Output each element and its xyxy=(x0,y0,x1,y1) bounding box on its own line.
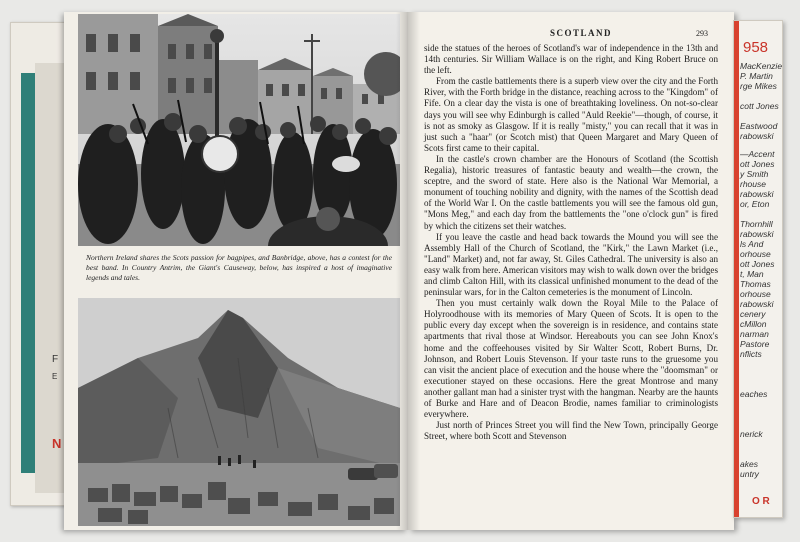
flap-item: Eastwood xyxy=(740,121,778,131)
body-text xyxy=(424,43,718,442)
photo-caption: Northern Ireland shares the Scots passion for bagpipes, and Banbridge, above, has a contest for the best band. In Country Antrim, the Giant's Causeway, below, has inspired a host of imaginative legends and tales. xyxy=(86,253,392,282)
paragraph: Then you must certainly walk down the Royal Mile to the Palace of Holyroodhouse with its memories of Mary Queen of Scots. It is open to the public every day except when the sovereign is in residence, and contains state apartments that rival those at Windsor. Hereabouts you can see John Knox's home and the coffeehouses visited by Sir Walter Scott, Robert Burns, Dr. Johnson, and Robert Louis Stevenson. If your taste runs to the gruesome you can visit the ancient place of execution and the house where the "doomsman" or executioner stayed on these occasions. Here the great Montrose and many another gallant man had a sinister tryst with the hangman. Nearby are the haunts of Burke and Hare and of Deacon Brodie, names familiar to criminologists everywhere. xyxy=(424,298,718,420)
flap-item: orhouse xyxy=(740,249,771,259)
flap-item: nflicts xyxy=(740,349,762,359)
flap-item: y Smith xyxy=(740,169,769,179)
flap-item: Thomas xyxy=(740,279,771,289)
flap-item: MacKenzie xyxy=(740,61,783,71)
paragraph: If you leave the castle and head back towards the Mound you will see the Assembly Hall of the Church of Scotland, the "Kirk," the Lawn Market (i.e., "Land" Market) and, not far away, St. Giles Cathedral. The university is also an easy walk from here. American visitors may wish to walk down over the bridges and climb Calton Hill, with its classical unfinished monument to the dead of the peninsular wars, for in the Calton cemeteries is the monument of Lincoln. xyxy=(424,231,718,298)
flap-year: 958 xyxy=(743,39,769,56)
flap-item: ls And xyxy=(740,239,764,249)
flap-item: orhouse xyxy=(740,289,771,299)
page-number: 293 xyxy=(696,29,708,38)
flap-item: Thornhill xyxy=(740,219,773,229)
flap-item: P. Martin xyxy=(740,71,773,81)
flap-item: cott Jones xyxy=(740,101,779,111)
dust-jacket-flap xyxy=(733,20,783,518)
flap-item: nerick xyxy=(740,429,763,439)
flap-item: rabowski xyxy=(740,189,774,199)
flap-item: eaches xyxy=(740,389,768,399)
jacket-red-bar xyxy=(734,21,739,517)
flap-item: rabowski xyxy=(740,229,774,239)
paragraph: Just north of Princes Street you will find the New Town, principally George Street, where both Scott and Stevenson xyxy=(424,420,718,442)
flap-item: rge Mikes xyxy=(740,81,777,91)
paragraph: side the statues of the heroes of Scotland's war of independence in the 13th and 14th centuries. Sir William Wallace is on the right, and King Robert Bruce on the left. xyxy=(424,43,718,76)
flap-item: ott Jones xyxy=(740,259,775,269)
jacket-fragment: E xyxy=(52,372,58,381)
flap-item: t, Man xyxy=(740,269,764,279)
flap-item: akes xyxy=(740,459,758,469)
flap-item: rabowski xyxy=(740,299,774,309)
jacket-fragment: F xyxy=(52,354,59,365)
running-head: SCOTLAND xyxy=(550,28,613,38)
paragraph: In the castle's crown chamber are the Honours of Scotland (the Scottish Regalia), historic treasures of fantastic beauty and wealth—the crown, the sceptre, and the sword of state. Here also is the National War Memorial, a monument of touching nobility and dignity, with the names of the Scottish dead of the World War I. On the castle battlements you will see the famous old gun, "Mons Meg," and each day from the battlements the "one o'clock gun" is fired by which the citizens set their watches. xyxy=(424,153,718,231)
paragraph: From the castle battlements there is a superb view over the city and the Forth River, with the Forth bridge in the distance, reaching across to the "Kingdom" of Fife. On a clear day the vista is one of breathtaking loveliness. On not-so-clear days you will see why Edinburgh is called "Auld Reekie"—though, of course, it is not as smoky as Glasgow. If it is really "misty," you can recall that it was in just such a "haar" (or Scotch mist) that Queen Margaret and Mary Queen of Scots first came to their capital. xyxy=(424,76,718,153)
flap-item: or, Eton xyxy=(740,199,770,209)
flap-item: O R xyxy=(752,496,770,507)
jacket-teal-stripe xyxy=(21,73,35,473)
flap-item: cenery xyxy=(740,309,766,319)
flap-item: untry xyxy=(740,469,759,479)
flap-item: rabowski xyxy=(740,131,774,141)
flap-item: cMillon xyxy=(740,319,767,329)
flap-item: —Accent xyxy=(740,149,775,159)
giants-causeway-photo xyxy=(78,298,400,526)
flap-item: rhouse xyxy=(740,179,766,189)
flap-item: Pastore xyxy=(740,339,770,349)
flap-item: ott Jones xyxy=(740,159,775,169)
bagpipe-band-photo xyxy=(78,14,400,246)
flap-item: narman xyxy=(740,329,769,339)
jacket-fragment: N xyxy=(52,436,62,451)
